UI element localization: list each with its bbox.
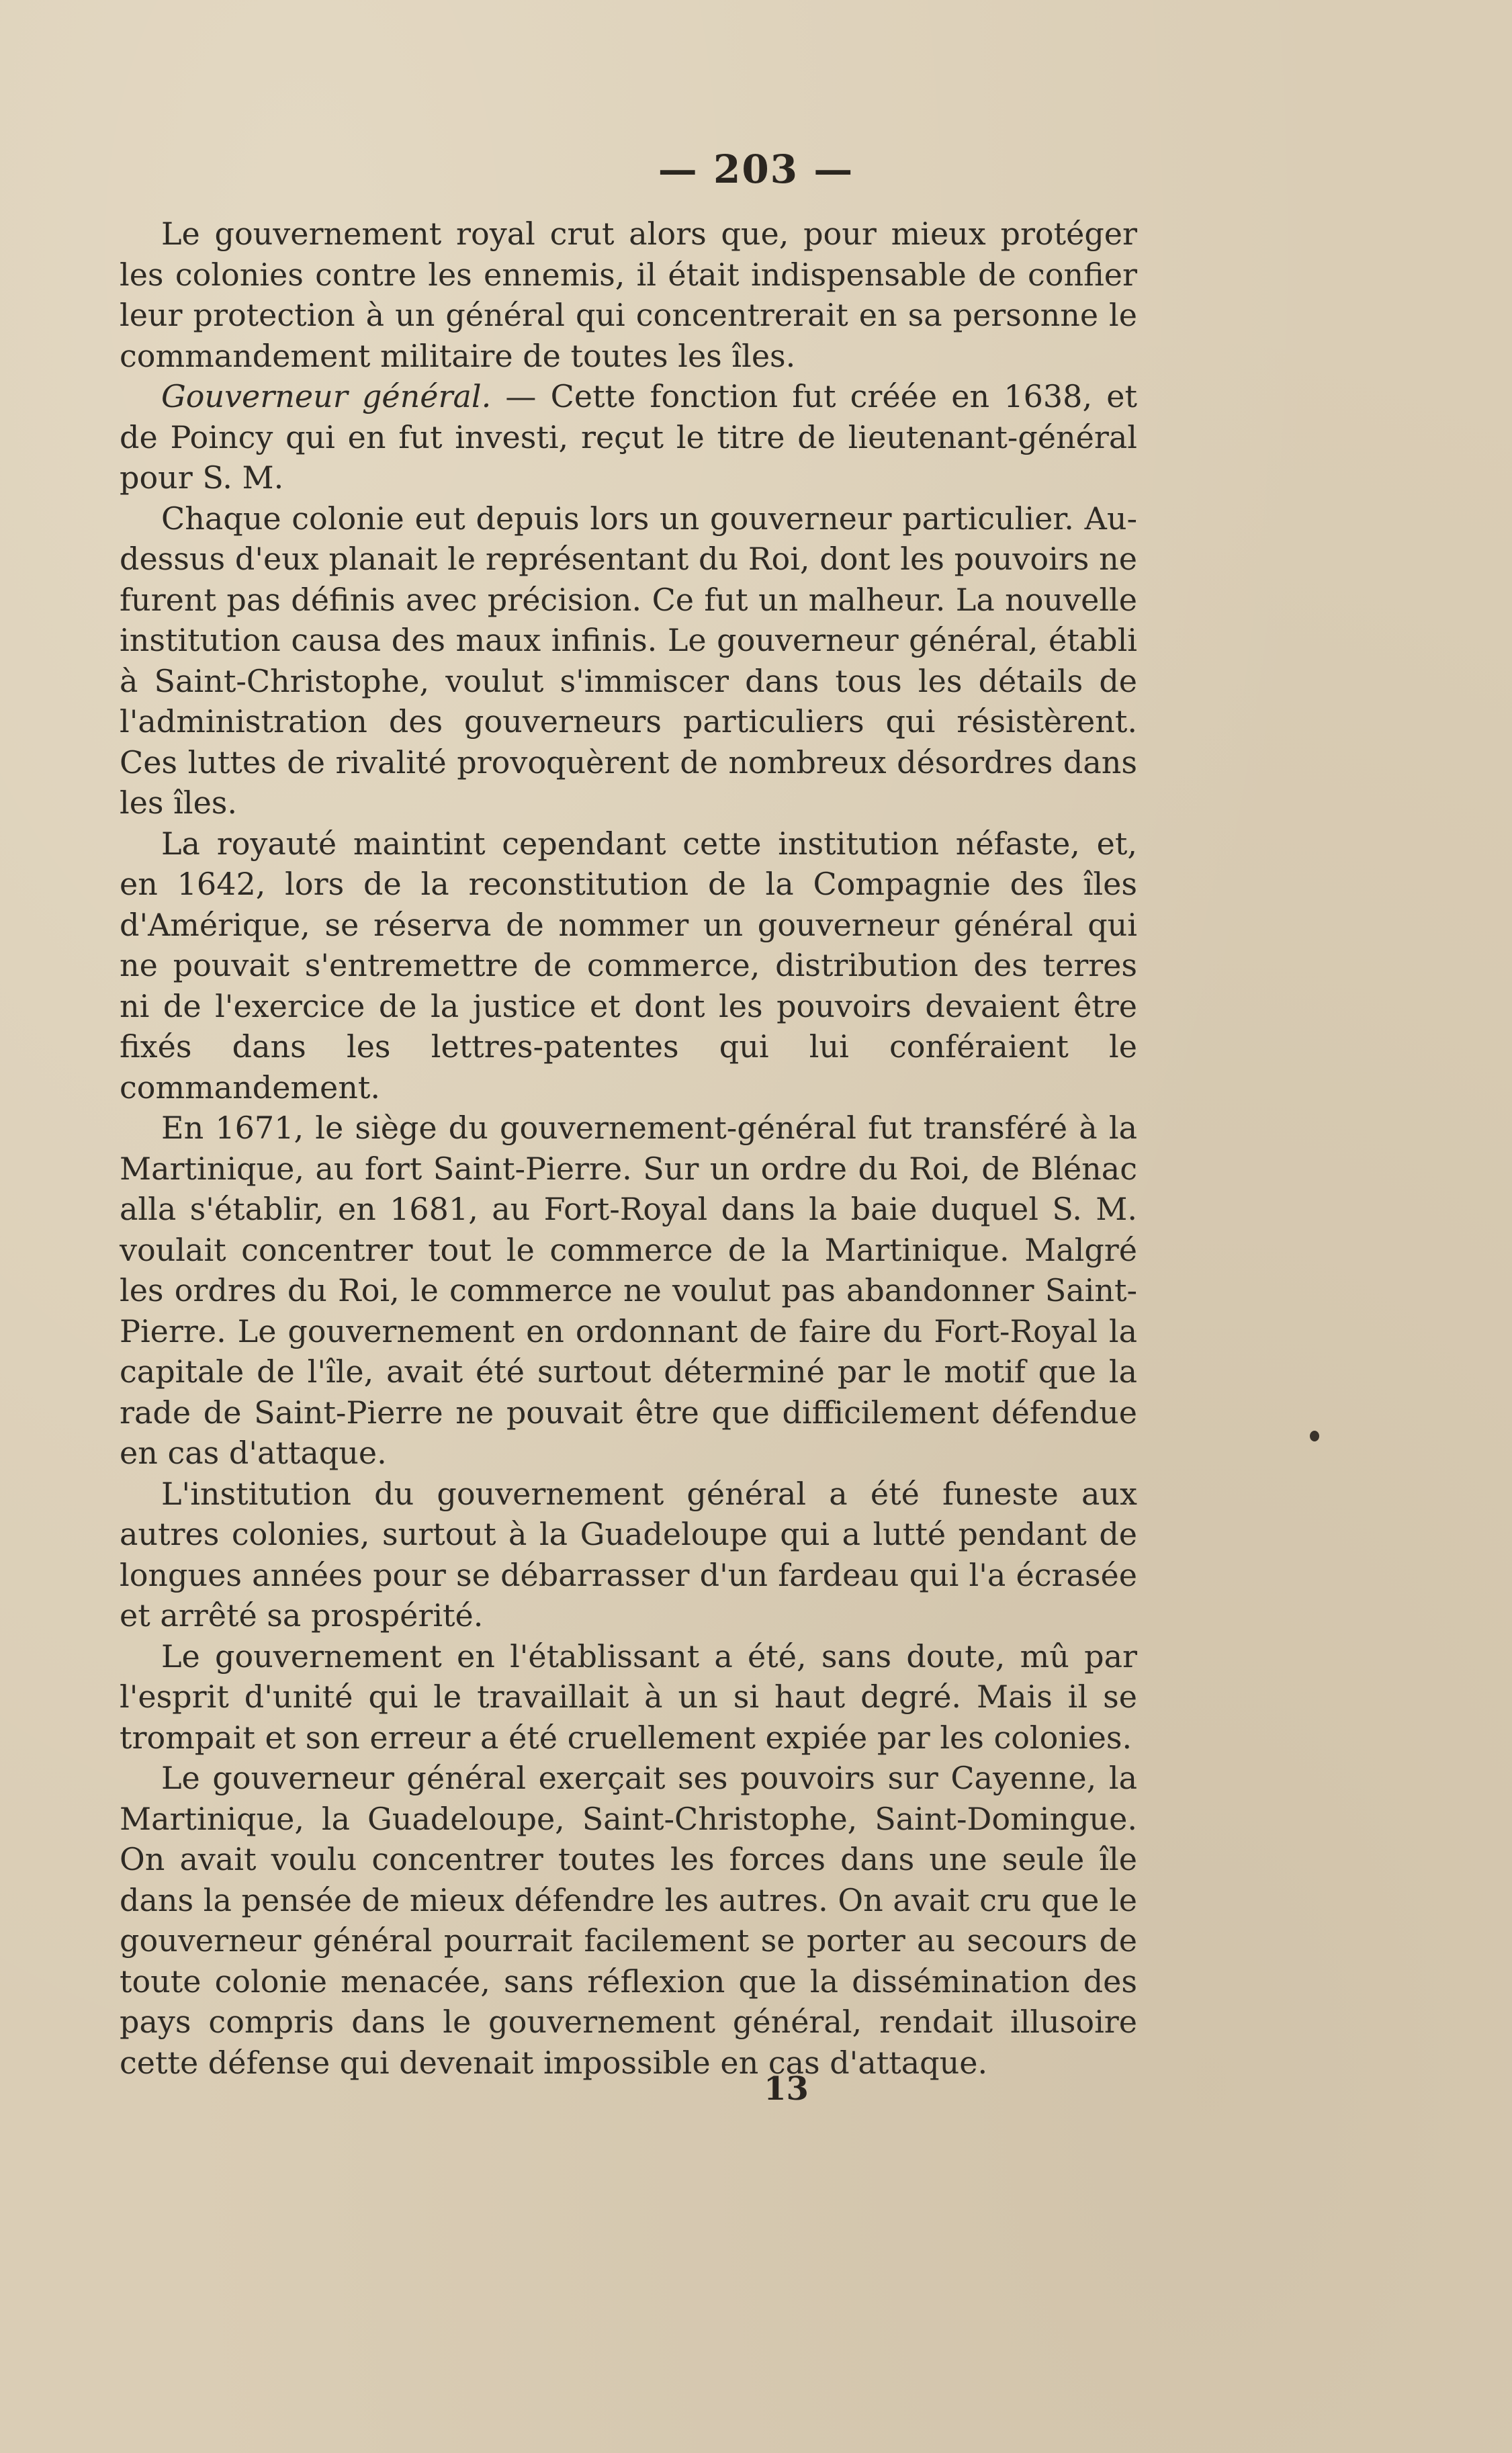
paragraph-1-text: Le gouvernement royal crut alors que, pour mieux protéger les colonies contre les ennemis, il était indispensable de confier leur protection à un général qui concentrerait en sa personne le commandement militaire de toutes les îles.: [120, 216, 1137, 374]
paragraph-5-text: En 1671, le siège du gouvernement-général fut transféré à la Martinique, au fort Saint-Pierre. Sur un ordre du Roi, de Blénac alla s'établir, en 1681, au Fort-Royal dans la baie duquel S. M. voulait concentrer tout le commerce de la Martinique. Malgré les ordres du Roi, le commerce ne voulut pas abandonner Saint-Pierre. Le gouvernement en ordonnant de faire du Fort-Royal la capitale de l'île, avait été surtout déterminé par le motif que la rade de Saint-Pierre ne pouvait être que difficilement défendue en cas d'attaque.: [120, 1110, 1137, 1471]
paragraph-6-text: L'institution du gouvernement général a été funeste aux autres colonies, surtout à la Guadeloupe qui a lutté pendant de longues années pour se débarrasser d'un fardeau qui l'a écrasée et arrêté sa prospérité.: [120, 1475, 1137, 1634]
paragraph-2-text: — Cette fonction fut créée en 1638, et de Poincy qui en fut investi, reçut le titre de lieutenant-général pour S. M.: [120, 378, 1137, 496]
paragraph-1: [120, 214, 1137, 376]
signature-mark-number: 13: [764, 2070, 809, 2108]
paragraph-3: [120, 498, 1137, 823]
signature-mark: [0, 2070, 1512, 2108]
paragraph-3-text: Chaque colonie eut depuis lors un gouverneur particulier. Au-dessus d'eux planait le représentant du Roi, dont les pouvoirs ne furent pas définis avec précision. Ce fut un malheur. La nouvelle institution causa des maux infinis. Le gouverneur général, établi à Saint-Christophe, voulut s'immiscer dans tous les détails de l'administration des gouverneurs particuliers qui résistèrent. Ces luttes de rivalité provoquèrent de nombreux désordres dans les îles.: [120, 500, 1137, 821]
paragraph-6: [120, 1474, 1137, 1636]
paragraph-7-text: Le gouvernement en l'établissant a été, sans doute, mû par l'esprit d'unité qui le travaillait à un si haut degré. Mais il se trompait et son erreur a été cruellement expiée par les colonies.: [120, 1638, 1137, 1756]
page-number: — 203 —: [658, 146, 854, 192]
section-heading-italic: Gouverneur général.: [161, 378, 492, 414]
paragraph-2: [120, 376, 1137, 498]
ink-speck: [1310, 1431, 1319, 1441]
paragraph-8: [120, 1758, 1137, 2083]
paragraph-4: [120, 823, 1137, 1108]
paragraph-5: [120, 1108, 1137, 1474]
paragraph-8-text: Le gouverneur général exerçait ses pouvoirs sur Cayenne, la Martinique, la Guadeloupe, Saint-Christophe, Saint-Domingue. On avait voulu concentrer toutes les forces dans une seule île dans la pensée de mieux défendre les autres. On avait cru que le gouverneur général pourrait facilement se porter au secours de toute colonie menacée, sans réflexion que la dissémination des pays compris dans le gouvernement général, rendait illusoire cette défense qui devenait impossible en cas d'attaque.: [120, 1760, 1137, 2081]
paragraph-7: [120, 1636, 1137, 1758]
paragraph-4-text: La royauté maintint cependant cette institution néfaste, et, en 1642, lors de la reconstitution de la Compagnie des îles d'Amérique, se réserva de nommer un gouverneur général qui ne pouvait s'entremettre de commerce, distribution des terres ni de l'exercice de la justice et dont les pouvoirs devaient être fixés dans les lettres-patentes qui lui conféraient le commandement.: [120, 825, 1137, 1106]
body-text: [120, 214, 1137, 2083]
